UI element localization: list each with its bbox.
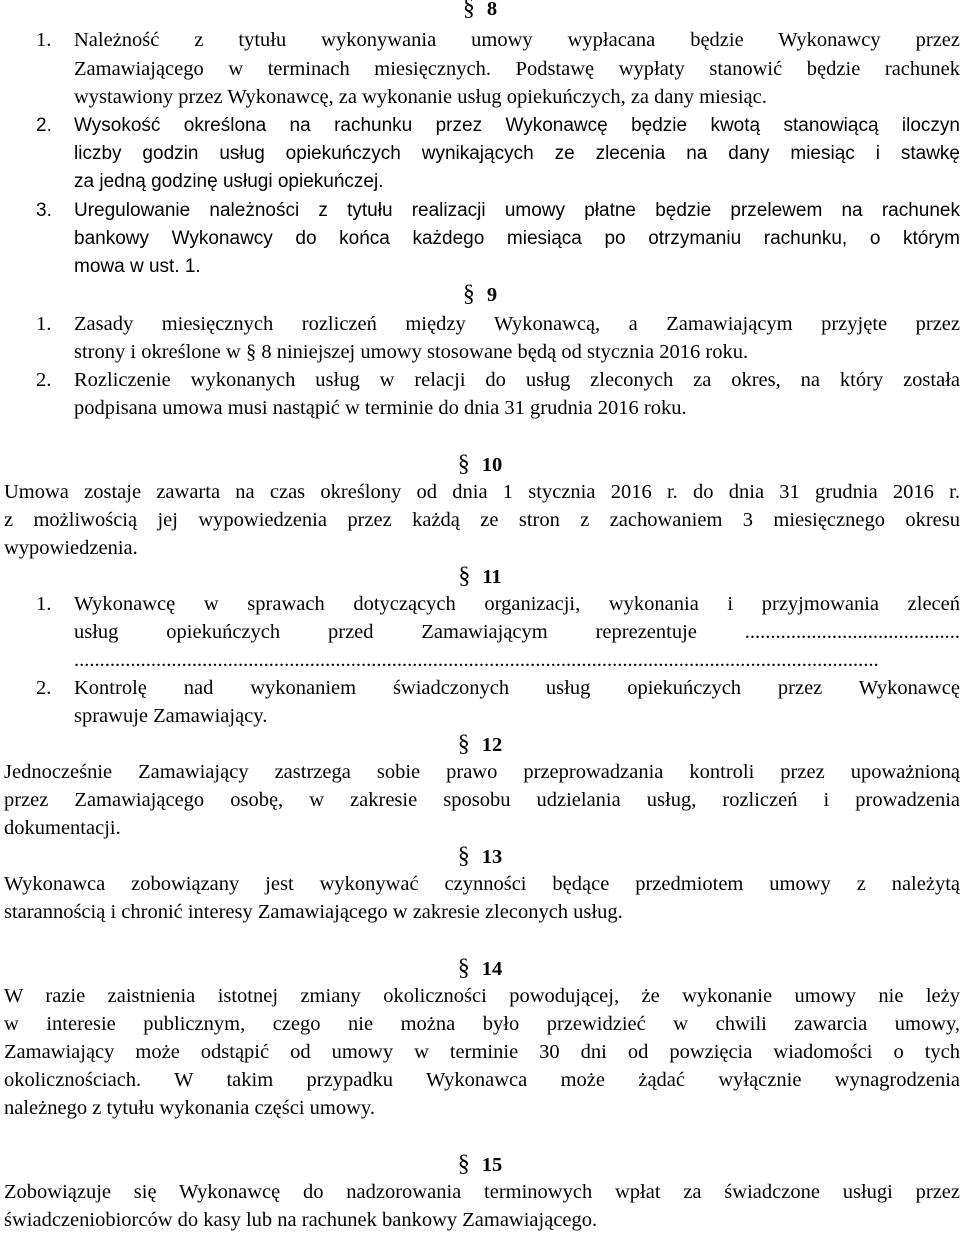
paragraph-line: mowa w ust. 1. [74,256,201,277]
paragraph-line: Jednocześnie Zamawiający zastrzega sobie prawo przeprowadzania kontroli przez upoważnioną [4,761,960,783]
item-number: 1. [36,593,52,615]
paragraph-line: W razie zaistnienia istotnej zmiany okoliczności powodującej, że wykonanie umowy nie leży [4,985,960,1007]
section-heading-12: § 12 [457,731,503,757]
section-heading-8: § 8 [462,0,498,21]
paragraph-line: Zamawiający może odstąpić od umowy w terminie 30 dni od powzięcia wiadomości o tych [4,1041,960,1063]
item-number: 2. [36,115,52,136]
section-heading-9: § 9 [462,281,498,307]
paragraph-line: ............................................................................................................................................................. [74,649,879,671]
paragraph-line: Zasady miesięcznych rozliczeń między Wykonawcą, a Zamawiającym przyjęte przez [74,313,960,335]
item-number: 2. [36,369,52,391]
paragraph-line: wypowiedzenia. [4,537,138,559]
paragraph-line: Zobowiązuje się Wykonawcę do nadzorowania terminowych wpłat za świadczone usługi przez [4,1181,960,1203]
paragraph-line: Rozliczenie wykonanych usług w relacji do usług zleconych za okres, na który została [74,369,960,391]
item-number: 1. [36,313,52,335]
paragraph-line: za jedną godzinę usługi opiekuńczej. [74,171,384,192]
paragraph-line: Uregulowanie należności z tytułu realizacji umowy płatne będzie przelewem na rachunek [74,200,960,221]
paragraph-line: podpisana umowa musi nastąpić w terminie do dnia 31 grudnia 2016 roku. [74,397,687,419]
paragraph-line: starannością i chronić interesy Zamawiającego w zakresie zleconych usług. [4,901,623,923]
paragraph-line: Wysokość określona na rachunku przez Wykonawcę będzie kwotą stanowiącą iloczyn [74,115,960,136]
paragraph-line: sprawuje Zamawiający. [74,705,268,727]
section-heading-10: § 10 [457,451,503,477]
paragraph-line: bankowy Wykonawcy do końca każdego miesiąca po otrzymaniu rachunku, o którym [74,228,960,249]
section-heading-14: § 14 [457,955,503,981]
paragraph-line: Umowa zostaje zawarta na czas określony od dnia 1 stycznia 2016 r. do dnia 31 grudnia 2016 r. [4,481,960,503]
paragraph-line: świadczeniobiorców do kasy lub na rachunek bankowy Zamawiającego. [4,1209,598,1231]
section-heading-13: § 13 [457,843,503,869]
paragraph-line: Kontrolę nad wykonaniem świadczonych usług opiekuńczych przez Wykonawcę [74,677,960,699]
paragraph-line: Wykonawcę w sprawach dotyczących organizacji, wykonania i przyjmowania zleceń [74,593,960,615]
paragraph-line: dokumentacji. [4,817,121,839]
paragraph-line: usług opiekuńczych przed Zamawiającym reprezentuje .......................................... [74,621,960,643]
paragraph-line: strony i określone w § 8 niniejszej umowy stosowane będą od stycznia 2016 roku. [74,341,749,363]
paragraph-line: Należność z tytułu wykonywania umowy wypłacana będzie Wykonawcy przez [74,29,960,51]
paragraph-line: okolicznościach. W takim przypadku Wykonawca może żądać wyłącznie wynagrodzenia [4,1069,960,1091]
paragraph-line: liczby godzin usług opiekuńczych wynikających ze zlecenia na dany miesiąc i stawkę [74,143,960,164]
item-number: 2. [36,677,52,699]
paragraph-line: z możliwością jej wypowiedzenia przez każdą ze stron z zachowaniem 3 miesięcznego okresu [4,509,960,531]
section-heading-15: § 15 [457,1151,503,1177]
paragraph-line: Zamawiającego w terminach miesięcznych. Podstawę wypłaty stanowić będzie rachunek [74,58,960,80]
item-number: 3. [36,200,52,221]
item-number: 1. [36,29,52,51]
paragraph-line: przez Zamawiającego osobę, w zakresie sposobu udzielania usług, rozliczeń i prowadzenia [4,789,960,811]
paragraph-line: wystawiony przez Wykonawcę, za wykonanie usług opiekuńczych, za dany miesiąc. [74,86,767,108]
paragraph-line: należnego z tytułu wykonania części umowy. [4,1097,375,1119]
paragraph-line: w interesie publicznym, czego nie można było przewidzieć w chwili zawarcia umowy, [4,1013,960,1035]
paragraph-line: Wykonawca zobowiązany jest wykonywać czynności będące przedmiotem umowy z należytą [4,873,960,895]
section-heading-11: § 11 [458,563,502,589]
